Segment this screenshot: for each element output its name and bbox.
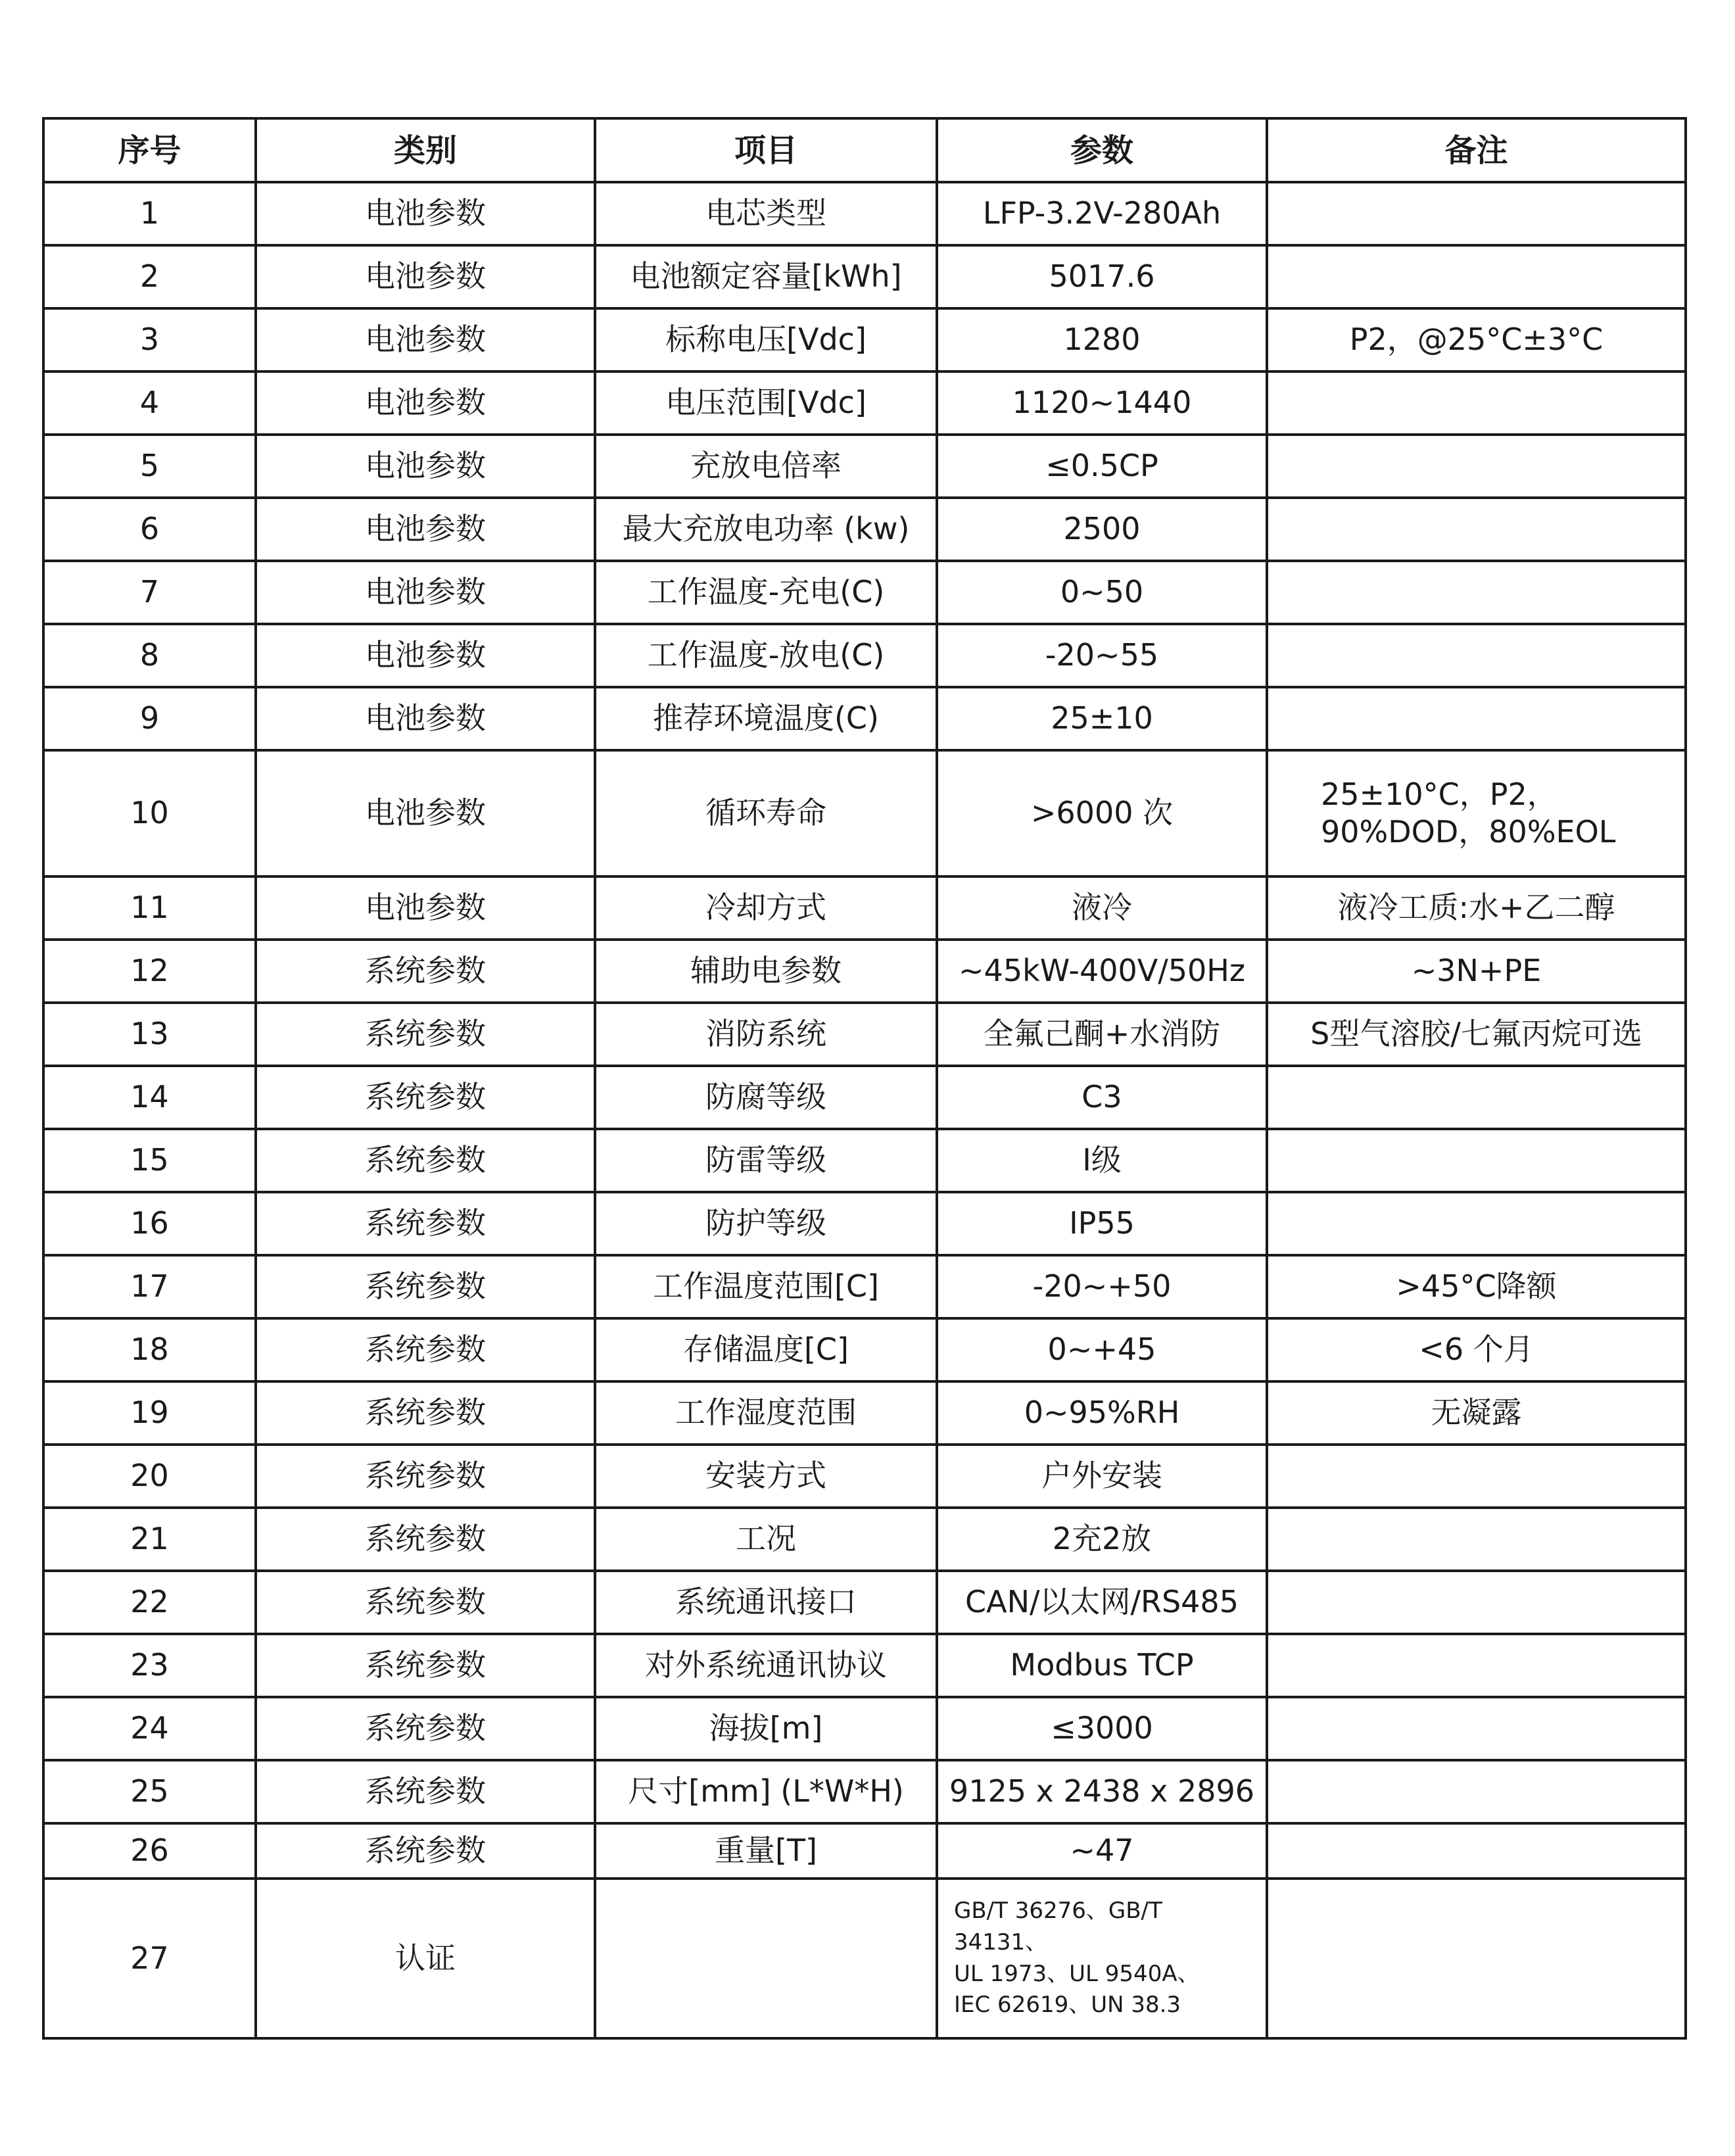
cell-category: 认证 xyxy=(256,1879,595,2038)
cell-seq: 21 xyxy=(43,1508,256,1571)
cell-note xyxy=(1267,1634,1686,1697)
cell-item: 系统通讯接口 xyxy=(595,1571,937,1634)
cell-param: 1120~1440 xyxy=(937,371,1267,435)
cell-param: 1280 xyxy=(937,308,1267,371)
cell-category: 系统参数 xyxy=(256,1192,595,1255)
cell-note xyxy=(1267,1066,1686,1129)
cell-note: <6 个月 xyxy=(1267,1318,1686,1381)
cell-item: 防雷等级 xyxy=(595,1129,937,1192)
cell-seq: 24 xyxy=(43,1697,256,1760)
cell-note xyxy=(1267,498,1686,561)
cell-param: 25±10 xyxy=(937,687,1267,750)
cert-line: GB/T 36276、GB/T 34131、 xyxy=(954,1898,1162,1955)
cell-note: P2，@25°C±3°C xyxy=(1267,308,1686,371)
cell-seq: 5 xyxy=(43,435,256,498)
table-row xyxy=(43,435,1686,498)
cell-seq: 19 xyxy=(43,1381,256,1445)
cell-item: 电芯类型 xyxy=(595,182,937,245)
cell-param: 0~95%RH xyxy=(937,1381,1267,1445)
cell-note xyxy=(1267,687,1686,750)
cell-param: 全氟己酮+水消防 xyxy=(937,1003,1267,1066)
cell-param: 2充2放 xyxy=(937,1508,1267,1571)
cell-item: 工作温度-充电(C) xyxy=(595,561,937,624)
cell-category: 系统参数 xyxy=(256,1318,595,1381)
cert-line: IEC 62619、UN 38.3 xyxy=(954,1992,1181,2019)
cell-item: 对外系统通讯协议 xyxy=(595,1634,937,1697)
cell-item: 防护等级 xyxy=(595,1192,937,1255)
cell-item: 海拔[m] xyxy=(595,1697,937,1760)
cell-category: 电池参数 xyxy=(256,435,595,498)
cell-category: 电池参数 xyxy=(256,182,595,245)
cell-item: 重量[T] xyxy=(595,1823,937,1879)
cell-category: 系统参数 xyxy=(256,1571,595,1634)
cell-item: 电池额定容量[kWh] xyxy=(595,245,937,308)
cell-item: 冷却方式 xyxy=(595,876,937,940)
cell-seq: 16 xyxy=(43,1192,256,1255)
cell-param: IP55 xyxy=(937,1192,1267,1255)
table-row xyxy=(43,1445,1686,1508)
table-row xyxy=(43,1255,1686,1318)
cell-category: 系统参数 xyxy=(256,940,595,1003)
cell-param: ~45kW-400V/50Hz xyxy=(937,940,1267,1003)
spec-table xyxy=(42,117,1687,2040)
cell-category: 系统参数 xyxy=(256,1381,595,1445)
cell-note xyxy=(1267,245,1686,308)
cell-param: 9125 x 2438 x 2896 xyxy=(937,1760,1267,1823)
table-row xyxy=(43,308,1686,371)
table-row xyxy=(43,940,1686,1003)
cell-category: 系统参数 xyxy=(256,1066,595,1129)
cell-seq: 17 xyxy=(43,1255,256,1318)
cell-item: 辅助电参数 xyxy=(595,940,937,1003)
table-row xyxy=(43,1003,1686,1066)
cell-param: LFP-3.2V-280Ah xyxy=(937,182,1267,245)
cell-item: 尺寸[mm] (L*W*H) xyxy=(595,1760,937,1823)
cell-note xyxy=(1267,1760,1686,1823)
cell-item: 防腐等级 xyxy=(595,1066,937,1129)
cell-item: 电压范围[Vdc] xyxy=(595,371,937,435)
cell-seq: 11 xyxy=(43,876,256,940)
cell-param: >6000 次 xyxy=(937,750,1267,876)
cell-param xyxy=(937,1879,1267,2038)
cell-note xyxy=(1267,1879,1686,2038)
table-row xyxy=(43,498,1686,561)
cell-item: 安装方式 xyxy=(595,1445,937,1508)
cell-category: 系统参数 xyxy=(256,1445,595,1508)
table-row xyxy=(43,750,1686,876)
cell-seq: 4 xyxy=(43,371,256,435)
cell-seq: 14 xyxy=(43,1066,256,1129)
cell-category: 电池参数 xyxy=(256,308,595,371)
cell-param: 5017.6 xyxy=(937,245,1267,308)
cell-note xyxy=(1267,1508,1686,1571)
cell-seq: 12 xyxy=(43,940,256,1003)
cell-param: 户外安装 xyxy=(937,1445,1267,1508)
cell-item: 推荐环境温度(C) xyxy=(595,687,937,750)
table-row xyxy=(43,1571,1686,1634)
cell-note: S型气溶胶/七氟丙烷可选 xyxy=(1267,1003,1686,1066)
table-row xyxy=(43,687,1686,750)
table-row xyxy=(43,1066,1686,1129)
cell-param: 液冷 xyxy=(937,876,1267,940)
cell-category: 系统参数 xyxy=(256,1760,595,1823)
cell-category: 系统参数 xyxy=(256,1823,595,1879)
cell-param: -20~+50 xyxy=(937,1255,1267,1318)
cell-param: Modbus TCP xyxy=(937,1634,1267,1697)
table-row xyxy=(43,624,1686,687)
table-row xyxy=(43,1318,1686,1381)
cell-param: -20~55 xyxy=(937,624,1267,687)
cell-seq: 1 xyxy=(43,182,256,245)
cell-item xyxy=(595,1879,937,2038)
table-row xyxy=(43,1879,1686,2038)
cell-item: 工作温度-放电(C) xyxy=(595,624,937,687)
cell-seq: 18 xyxy=(43,1318,256,1381)
cell-seq: 8 xyxy=(43,624,256,687)
cell-note: >45°C降额 xyxy=(1267,1255,1686,1318)
cert-line: UL 1973、UL 9540A、 xyxy=(954,1960,1200,1987)
cell-param: C3 xyxy=(937,1066,1267,1129)
table-row xyxy=(43,1634,1686,1697)
cell-category: 电池参数 xyxy=(256,371,595,435)
note-line: 90%DOD，80%EOL xyxy=(1321,814,1616,850)
cell-note: 无凝露 xyxy=(1267,1381,1686,1445)
cell-seq: 23 xyxy=(43,1634,256,1697)
cell-note xyxy=(1267,1445,1686,1508)
cell-item: 工况 xyxy=(595,1508,937,1571)
cell-seq: 9 xyxy=(43,687,256,750)
cell-item: 循环寿命 xyxy=(595,750,937,876)
cell-param: 0~+45 xyxy=(937,1318,1267,1381)
table-row xyxy=(43,371,1686,435)
cell-seq: 3 xyxy=(43,308,256,371)
header-param: 参数 xyxy=(937,118,1267,182)
cell-category: 系统参数 xyxy=(256,1508,595,1571)
table-row xyxy=(43,561,1686,624)
cell-param: ~47 xyxy=(937,1823,1267,1879)
cell-category: 电池参数 xyxy=(256,750,595,876)
table-row xyxy=(43,1697,1686,1760)
cell-note: ~3N+PE xyxy=(1267,940,1686,1003)
cell-category: 系统参数 xyxy=(256,1129,595,1192)
table-row xyxy=(43,1129,1686,1192)
cell-category: 电池参数 xyxy=(256,624,595,687)
cell-note xyxy=(1267,750,1686,876)
cell-seq: 27 xyxy=(43,1879,256,2038)
cell-note xyxy=(1267,1192,1686,1255)
table-row xyxy=(43,1192,1686,1255)
cell-item: 消防系统 xyxy=(595,1003,937,1066)
cell-category: 系统参数 xyxy=(256,1003,595,1066)
cell-category: 电池参数 xyxy=(256,561,595,624)
cell-seq: 10 xyxy=(43,750,256,876)
cell-note xyxy=(1267,624,1686,687)
cell-item: 最大充放电功率 (kw) xyxy=(595,498,937,561)
cell-category: 电池参数 xyxy=(256,687,595,750)
cell-param: I级 xyxy=(937,1129,1267,1192)
table-row xyxy=(43,245,1686,308)
header-item: 项目 xyxy=(595,118,937,182)
cell-note xyxy=(1267,1697,1686,1760)
cell-note xyxy=(1267,371,1686,435)
cell-param: CAN/以太网/RS485 xyxy=(937,1571,1267,1634)
cell-note xyxy=(1267,1129,1686,1192)
cell-param: 2500 xyxy=(937,498,1267,561)
cell-param: ≤3000 xyxy=(937,1697,1267,1760)
cell-seq: 20 xyxy=(43,1445,256,1508)
cell-item: 标称电压[Vdc] xyxy=(595,308,937,371)
table-row xyxy=(43,1508,1686,1571)
table-row xyxy=(43,1381,1686,1445)
cell-seq: 25 xyxy=(43,1760,256,1823)
cell-note xyxy=(1267,1823,1686,1879)
cell-note: 液冷工质:水+乙二醇 xyxy=(1267,876,1686,940)
cell-category: 电池参数 xyxy=(256,245,595,308)
cell-seq: 6 xyxy=(43,498,256,561)
cell-param: 0~50 xyxy=(937,561,1267,624)
cell-seq: 22 xyxy=(43,1571,256,1634)
cell-seq: 7 xyxy=(43,561,256,624)
cell-category: 系统参数 xyxy=(256,1634,595,1697)
header-seq: 序号 xyxy=(43,118,256,182)
cell-note xyxy=(1267,435,1686,498)
header-category: 类别 xyxy=(256,118,595,182)
cell-item: 工作湿度范围 xyxy=(595,1381,937,1445)
cell-item: 存储温度[C] xyxy=(595,1318,937,1381)
cell-category: 系统参数 xyxy=(256,1255,595,1318)
cell-category: 电池参数 xyxy=(256,498,595,561)
table-row xyxy=(43,1823,1686,1879)
cell-seq: 2 xyxy=(43,245,256,308)
cell-item: 工作温度范围[C] xyxy=(595,1255,937,1318)
cell-param: ≤0.5CP xyxy=(937,435,1267,498)
header-note: 备注 xyxy=(1267,118,1686,182)
cell-note xyxy=(1267,182,1686,245)
cell-seq: 15 xyxy=(43,1129,256,1192)
cell-note xyxy=(1267,1571,1686,1634)
cell-category: 电池参数 xyxy=(256,876,595,940)
note-line: 25±10°C，P2， xyxy=(1321,776,1557,812)
table-header-row xyxy=(43,118,1686,182)
cell-category: 系统参数 xyxy=(256,1697,595,1760)
table-row xyxy=(43,182,1686,245)
table-row xyxy=(43,876,1686,940)
table-row xyxy=(43,1760,1686,1823)
cell-item: 充放电倍率 xyxy=(595,435,937,498)
cell-seq: 26 xyxy=(43,1823,256,1879)
cell-note xyxy=(1267,561,1686,624)
cell-seq: 13 xyxy=(43,1003,256,1066)
